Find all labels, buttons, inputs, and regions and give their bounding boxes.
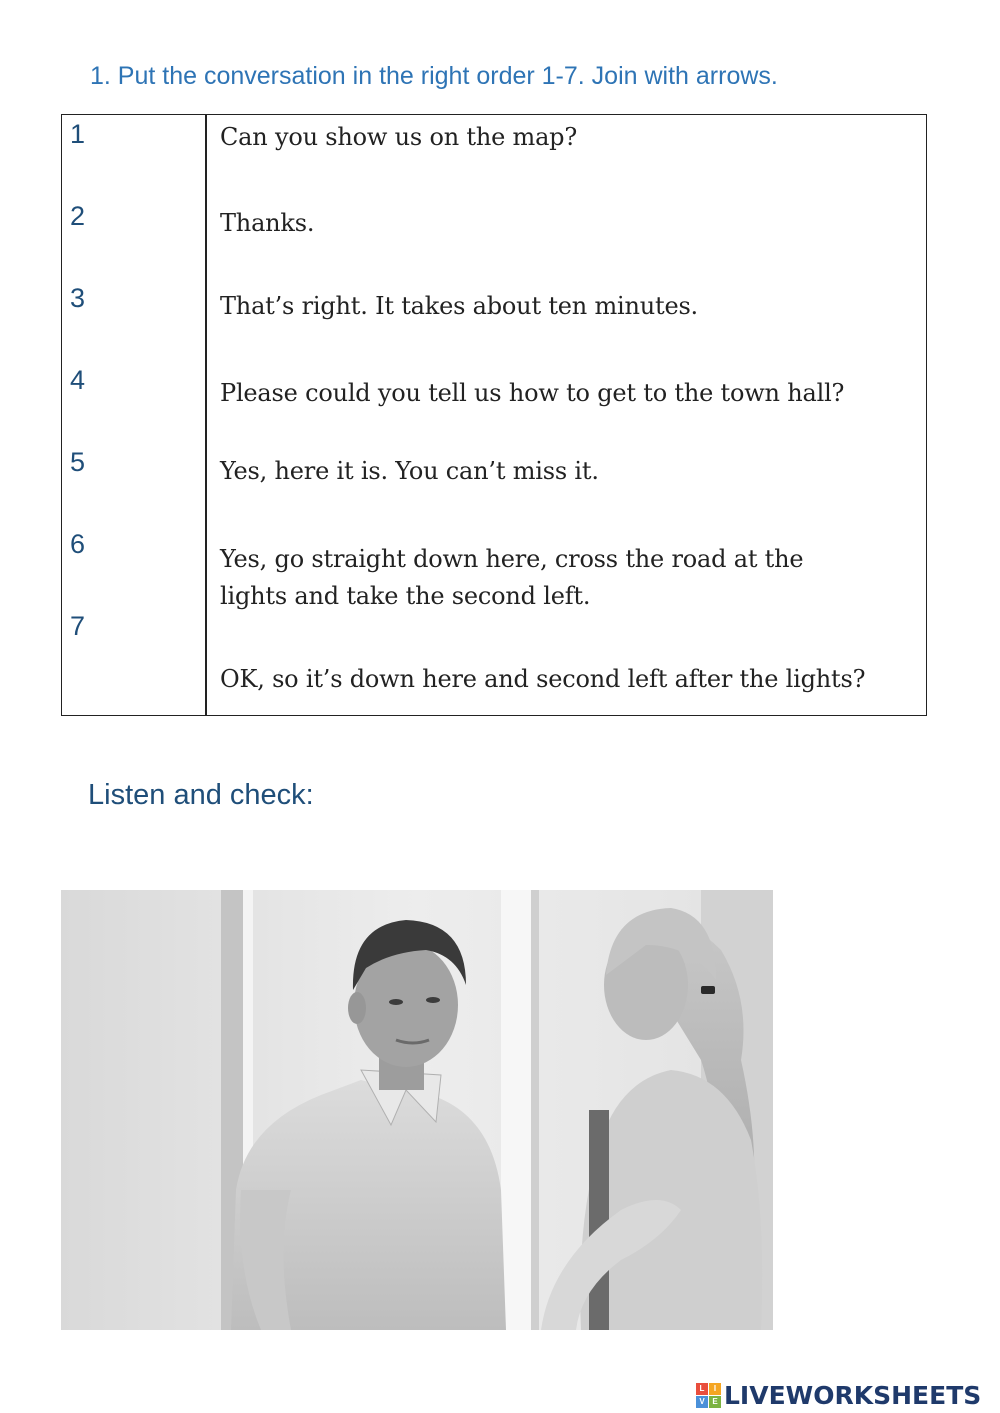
sentence-6[interactable]: Yes, go straight down here, cross the road at the lights and take the second left. (220, 545, 804, 610)
order-number-3[interactable]: 3 (70, 283, 86, 313)
two-people-talking-photo-icon (61, 890, 773, 1330)
logo-letter-e: E (709, 1396, 721, 1408)
exercise-instruction: 1. Put the conversation in the right order 1-7. Join with arrows. (90, 62, 778, 90)
brand-name: LIVEWORKSHEETS (724, 1380, 982, 1410)
order-number-4[interactable]: 4 (70, 365, 86, 395)
conversation-table (61, 114, 927, 716)
logo-letter-i: I (709, 1383, 721, 1395)
logo-letter-v: V (696, 1396, 708, 1408)
order-number-2[interactable]: 2 (70, 201, 86, 231)
liveworksheets-logo-icon (696, 1383, 721, 1408)
order-number-7[interactable]: 7 (70, 611, 86, 641)
sentence-1[interactable]: Can you show us on the map? (220, 123, 578, 151)
order-number-1[interactable]: 1 (70, 119, 86, 149)
listen-and-check-label: Listen and check: (88, 779, 314, 811)
column-divider (205, 115, 207, 715)
sentence-2[interactable]: Thanks. (220, 209, 315, 237)
order-number-5[interactable]: 5 (70, 447, 86, 477)
sentence-3[interactable]: That’s right. It takes about ten minutes. (220, 292, 698, 320)
logo-letter-l: L (696, 1383, 708, 1395)
liveworksheets-brand[interactable] (696, 1378, 981, 1412)
order-number-6[interactable]: 6 (70, 529, 86, 559)
sentence-5[interactable]: Yes, here it is. You can’t miss it. (220, 457, 599, 485)
sentence-7[interactable]: OK, so it’s down here and second left after the lights? (220, 665, 866, 693)
conversation-photo (61, 890, 773, 1330)
sentence-4[interactable]: Please could you tell us how to get to the town hall? (220, 379, 845, 407)
